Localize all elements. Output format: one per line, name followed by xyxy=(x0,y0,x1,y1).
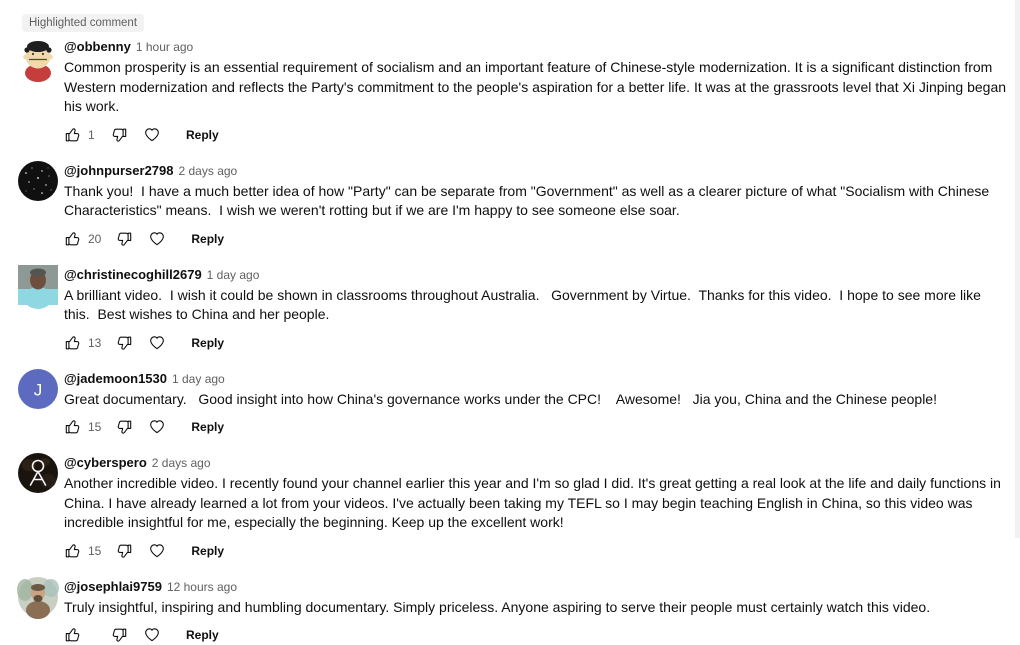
thumb-up-icon xyxy=(65,627,81,643)
like-count: 15 xyxy=(88,420,101,434)
like-button[interactable] xyxy=(64,126,82,144)
heart-button[interactable] xyxy=(148,418,166,436)
reply-button[interactable]: Reply xyxy=(191,232,224,246)
thumb-up-icon xyxy=(65,543,81,559)
comment-timestamp[interactable]: 1 day ago xyxy=(172,372,225,386)
heart-button[interactable] xyxy=(148,230,166,248)
comment-timestamp[interactable]: 1 hour ago xyxy=(136,40,193,54)
letter-avatar-image xyxy=(18,369,58,409)
thumb-down-icon xyxy=(111,127,127,143)
like-button[interactable] xyxy=(64,542,82,560)
avatar[interactable] xyxy=(18,453,58,493)
starfield-avatar-image xyxy=(18,161,58,201)
thumb-down-icon xyxy=(116,419,132,435)
like-count: 13 xyxy=(88,336,101,350)
heart-icon xyxy=(149,543,165,559)
comment xyxy=(18,13,1010,145)
scrollbar[interactable] xyxy=(1015,0,1020,538)
comment-text: Thank you! I have a much better idea of how "Party" can be separate from "Government" as well as a clearer picture of what "Socialism with Chinese Characteristics" means. I wish we weren't rotting but if we are I'm happy to see someone else soar. xyxy=(64,182,1010,221)
comment-header xyxy=(64,578,1010,596)
like-button[interactable] xyxy=(64,334,82,352)
avatar[interactable] xyxy=(18,265,58,305)
thumb-down-icon xyxy=(116,335,132,351)
comment-actions xyxy=(64,541,1010,561)
comment-text: Common prosperity is an essential requirement of socialism and an important feature of Chinese-style modernization. It is a significant distinction from Western modernization and reflects the Party's commitment to the people's aspiration for a better life. It was at the grassroots level that Xi Jinping began his work. xyxy=(64,58,1010,117)
comment-author[interactable]: @obbenny xyxy=(64,39,131,54)
avatar[interactable] xyxy=(18,577,58,617)
comment-timestamp[interactable]: 12 hours ago xyxy=(167,580,237,594)
like-count: 1 xyxy=(88,128,96,142)
comment-timestamp[interactable]: 2 days ago xyxy=(152,456,211,470)
heart-button[interactable] xyxy=(143,126,161,144)
comment-author[interactable]: @johnpurser2798 xyxy=(64,163,174,178)
dislike-button[interactable] xyxy=(115,334,133,352)
comment-text: Another incredible video. I recently found your channel earlier this year and I'm so glad I did. It's great getting a real look at the life and daily functions in China. I have already learned a lot from your videos. I've actually been taking my TEFL so I may begin teaching English in China, so this video was incredible insightful for me, especially the beginning. Keep up the excellent work! xyxy=(64,474,1010,533)
svg-text:J: J xyxy=(34,380,43,399)
photo-avatar-image xyxy=(18,265,58,305)
comment-timestamp[interactable]: 2 days ago xyxy=(179,164,238,178)
thumb-up-icon xyxy=(65,127,81,143)
heart-icon xyxy=(144,127,160,143)
thumb-down-icon xyxy=(111,627,127,643)
like-button[interactable] xyxy=(64,230,82,248)
comment-header xyxy=(64,370,1010,388)
comment-text: A brilliant video. I wish it could be shown in classrooms throughout Australia. Government by Virtue. Thanks for this video. I hope to see more like this. Best wishes to China and her people. xyxy=(64,286,1010,325)
dislike-button[interactable] xyxy=(110,626,128,644)
reply-button[interactable]: Reply xyxy=(191,544,224,558)
dislike-button[interactable] xyxy=(115,542,133,560)
heart-button[interactable] xyxy=(148,542,166,560)
avatar[interactable] xyxy=(18,161,58,201)
like-button[interactable] xyxy=(64,626,82,644)
cartoon-face-avatar-image xyxy=(18,37,58,77)
comment-text: Great documentary. Good insight into how China's governance works under the CPC! Awesome! Jia you, China and the Chinese people! xyxy=(64,390,1010,410)
comment-header xyxy=(64,38,1010,56)
comment-actions xyxy=(64,625,1010,645)
avatar[interactable] xyxy=(18,37,58,77)
reply-button[interactable]: Reply xyxy=(191,420,224,434)
thumb-down-icon xyxy=(116,231,132,247)
comment-actions xyxy=(64,417,1010,437)
comment-header xyxy=(64,162,1010,180)
comment xyxy=(18,577,1010,645)
dislike-button[interactable] xyxy=(115,230,133,248)
like-count: 15 xyxy=(88,544,101,558)
heart-icon xyxy=(144,627,160,643)
comment-actions xyxy=(64,333,1010,353)
reply-button[interactable]: Reply xyxy=(186,628,219,642)
thumb-up-icon xyxy=(65,231,81,247)
like-count: 20 xyxy=(88,232,101,246)
thumb-up-icon xyxy=(65,335,81,351)
comment xyxy=(18,453,1010,561)
comment-author[interactable]: @jademoon1530 xyxy=(64,371,167,386)
comment-header xyxy=(64,454,1010,472)
heart-button[interactable] xyxy=(148,334,166,352)
comment-timestamp[interactable]: 1 day ago xyxy=(207,268,260,282)
emblem-avatar-image xyxy=(18,453,58,493)
comment xyxy=(18,369,1010,438)
comment-author[interactable]: @josephlai9759 xyxy=(64,579,162,594)
comment xyxy=(18,161,1010,249)
highlighted-comment-badge-row xyxy=(22,13,1010,32)
dislike-button[interactable] xyxy=(115,418,133,436)
comment-actions xyxy=(64,229,1010,249)
like-button[interactable] xyxy=(64,418,82,436)
painting-avatar-image xyxy=(18,577,58,617)
heart-icon xyxy=(149,335,165,351)
reply-button[interactable]: Reply xyxy=(191,336,224,350)
heart-button[interactable] xyxy=(143,626,161,644)
comment-actions xyxy=(64,125,1010,145)
highlighted-comment-badge: Highlighted comment xyxy=(22,14,144,32)
thumb-up-icon xyxy=(65,419,81,435)
comment-header xyxy=(64,266,1010,284)
comment-author[interactable]: @christinecoghill2679 xyxy=(64,267,202,282)
comment-text: Truly insightful, inspiring and humbling documentary. Simply priceless. Anyone aspiring to serve their people must certainly watch this video. xyxy=(64,598,1010,618)
comment-author[interactable]: @cyberspero xyxy=(64,455,147,470)
comment xyxy=(18,265,1010,353)
heart-icon xyxy=(149,231,165,247)
heart-icon xyxy=(149,419,165,435)
avatar[interactable] xyxy=(18,369,58,409)
thumb-down-icon xyxy=(116,543,132,559)
reply-button[interactable]: Reply xyxy=(186,128,219,142)
dislike-button[interactable] xyxy=(110,126,128,144)
